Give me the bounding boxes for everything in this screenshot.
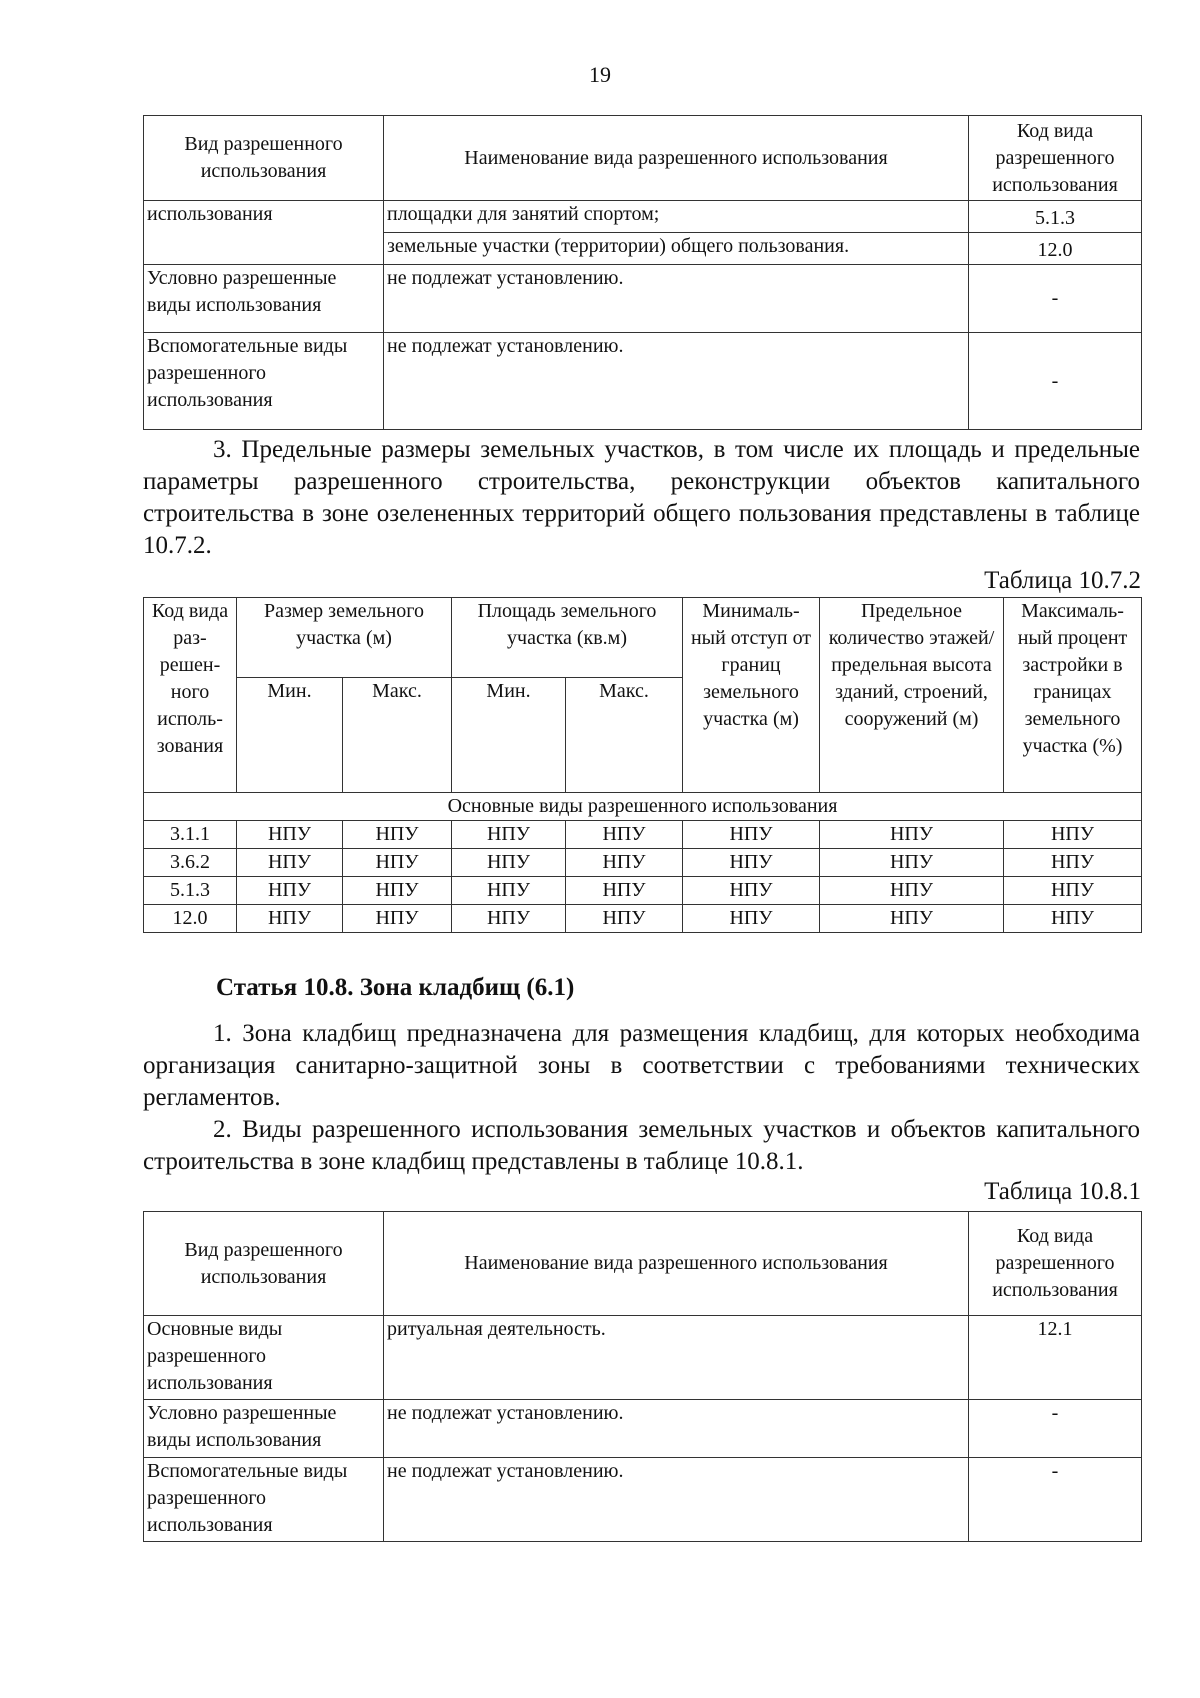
section-main-uses: Основные виды разрешенного использования [144, 793, 1142, 821]
header-plot-area: Площадь земельного участка (кв.м) [452, 598, 683, 678]
row-value: НПУ [452, 821, 566, 849]
row-value: НПУ [237, 877, 343, 905]
header-floors-height: Предельное количество этажей/ предельная высота зданий, строений, сооружений (м) [820, 598, 1004, 793]
row-value: НПУ [343, 849, 452, 877]
header-size-min: Мин. [237, 678, 343, 793]
cell-use-name: не подлежат установлению. [384, 1458, 969, 1542]
cell-use-code: - [969, 265, 1142, 333]
cell-type-main: Основные виды разрешенного использования [144, 1316, 384, 1400]
row-value: НПУ [566, 905, 683, 933]
header-use-name: Наименование вида разрешенного использования [384, 116, 969, 201]
row-value: НПУ [566, 877, 683, 905]
cell-use-code: - [969, 333, 1142, 430]
header-max-percent: Максималь-ный процент застройки в границах земельного участка (%) [1004, 598, 1142, 793]
header-use-code: Код вида разрешенного использования [969, 116, 1142, 201]
row-value: НПУ [683, 821, 820, 849]
row-value: НПУ [343, 877, 452, 905]
page-number: 19 [589, 62, 611, 87]
row-value: НПУ [820, 821, 1004, 849]
row-value: НПУ [683, 849, 820, 877]
header-plot-size: Размер земельного участка (м) [237, 598, 452, 678]
table-row [144, 877, 1142, 905]
row-value: НПУ [452, 849, 566, 877]
row-code: 12.0 [144, 905, 237, 933]
header-use-name: Наименование вида разрешенного использования [384, 1212, 969, 1316]
table-label-10-7-2: Таблица 10.7.2 [984, 567, 1141, 594]
row-value: НПУ [1004, 821, 1142, 849]
row-value: НПУ [566, 821, 683, 849]
header-size-max: Макс. [343, 678, 452, 793]
row-value: НПУ [566, 849, 683, 877]
row-value: НПУ [820, 877, 1004, 905]
row-value: НПУ [452, 905, 566, 933]
header-use-type: Вид разрешенного использования [144, 1212, 384, 1316]
header-use-type: Вид разрешенного использования [144, 116, 384, 201]
table-row [144, 849, 1142, 877]
paragraph-zone-2: 2. Виды разрешенного использования земельных участков и объектов капитального строительства в зоне кладбищ представлены в таблице 10.8.1. [143, 1116, 1140, 1175]
header-area-min: Мин. [452, 678, 566, 793]
cell-use-name: земельные участки (территории) общего пользования. [384, 233, 969, 265]
cell-use-code: 12.1 [969, 1316, 1142, 1400]
row-value: НПУ [820, 849, 1004, 877]
parameters-table [143, 597, 1142, 933]
cell-use-code: 12.0 [969, 233, 1142, 265]
cell-use-code: - [969, 1458, 1142, 1542]
row-code: 5.1.3 [144, 877, 237, 905]
row-value: НПУ [683, 905, 820, 933]
row-value: НПУ [1004, 877, 1142, 905]
cell-type-auxiliary: Вспомогательные виды разрешенного использования [144, 1458, 384, 1542]
header-use-code: Код вида разрешенного использования [969, 1212, 1142, 1316]
header-area-max: Макс. [566, 678, 683, 793]
cell-type-auxiliary: Вспомогательные виды разрешенного использования [144, 333, 384, 430]
cell-use-code: - [969, 1400, 1142, 1458]
paragraph-zone-1: 1. Зона кладбищ предназначена для размещения кладбищ, для которых необходима организация санитарно-защитной зоны в соответствии с требованиями технических регламентов. [143, 1020, 1140, 1111]
row-value: НПУ [343, 905, 452, 933]
row-value: НПУ [1004, 905, 1142, 933]
row-value: НПУ [237, 821, 343, 849]
row-value: НПУ [237, 905, 343, 933]
header-min-setback: Минималь-ный отступ от границ земельного участка (м) [683, 598, 820, 793]
header-code: Код вида раз-решен-ного исполь-зования [144, 598, 237, 793]
row-value: НПУ [343, 821, 452, 849]
cell-use-name: не подлежат установлению. [384, 265, 969, 333]
cell-use-code: 5.1.3 [969, 201, 1142, 233]
cell-use-name: не подлежат установлению. [384, 1400, 969, 1458]
row-code: 3.1.1 [144, 821, 237, 849]
table-row [144, 821, 1142, 849]
row-value: НПУ [820, 905, 1004, 933]
paragraph-3: 3. Предельные размеры земельных участков, в том числе их площадь и предельные параметры разрешенного строительства, реконструкции объектов капитального строительства в зоне озелененных территорий общего пользования представлены в таблице 10.7.2. [143, 436, 1140, 559]
table-row [144, 905, 1142, 933]
article-heading: Статья 10.8. Зона кладбищ (6.1) [216, 974, 575, 1001]
permitted-uses-table-continued [143, 115, 1142, 430]
row-value: НПУ [683, 877, 820, 905]
cell-type-continued: использования [144, 201, 384, 265]
row-value: НПУ [452, 877, 566, 905]
table-label-10-8-1: Таблица 10.8.1 [984, 1178, 1141, 1205]
cell-use-name: ритуальная деятельность. [384, 1316, 969, 1400]
cemetery-uses-table [143, 1211, 1142, 1542]
cell-use-name: не подлежат установлению. [384, 333, 969, 430]
cell-use-name: площадки для занятий спортом; [384, 201, 969, 233]
row-value: НПУ [1004, 849, 1142, 877]
row-value: НПУ [237, 849, 343, 877]
cell-type-conditional: Условно разрешенные виды использования [144, 265, 384, 333]
row-code: 3.6.2 [144, 849, 237, 877]
cell-type-conditional: Условно разрешенные виды использования [144, 1400, 384, 1458]
